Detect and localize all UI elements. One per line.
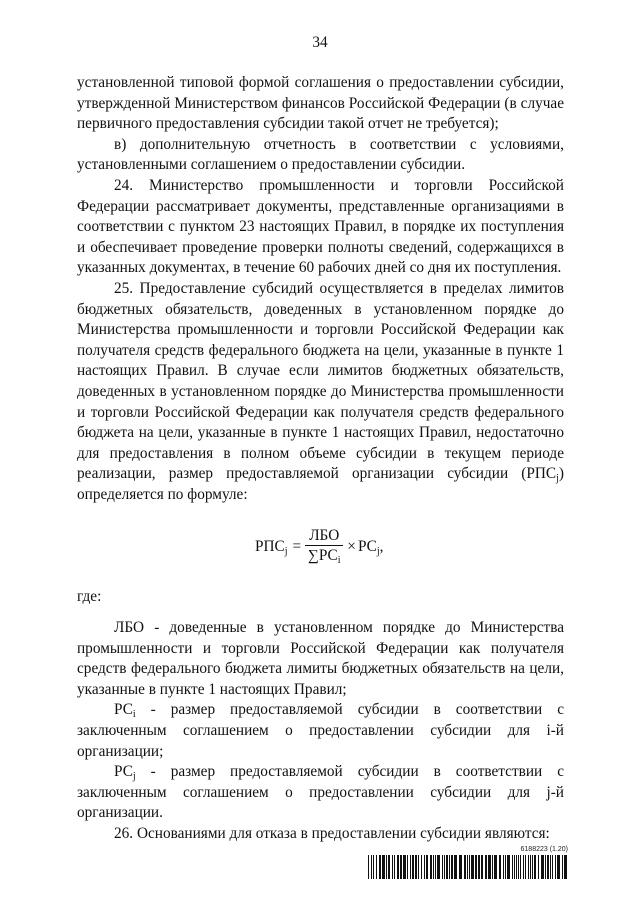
barcode-id: 6188223 (1.20)	[520, 846, 568, 853]
formula-block	[77, 505, 564, 587]
formula-equals: =	[292, 537, 302, 555]
formula	[255, 527, 383, 566]
formula-lhs: $РПС_j$	[255, 537, 288, 557]
document-barcode	[368, 846, 568, 880]
paragraph-24: 24. Министерство промышленности и торговли Российской Федерации рассматривает документы, представленные организациями в соответствии с пунктом 23 настоящих Правил, в порядке их поступления и обеспечивает проведение проверки полноты сведений, содержащихся в указанных документах, в течение 60 рабочих дней со дня их поступления.	[77, 176, 564, 277]
formula-numerator: ЛБО	[309, 527, 340, 545]
definition-rs-j: $РС_j$ - размер предоставляемой субсидии в соответствии с заключенным соглашением о предоставлении субсидии для j-й организации.	[77, 763, 564, 822]
formula-rhs: $РС_j$,	[357, 537, 384, 557]
formula-fraction	[305, 527, 343, 566]
definition-lbo: ЛБО - доведенные в установленном порядке до Министерства промышленности и торговли Российской Федерации как получателя средств федерального бюджета лимиты бюджетных обязательств на цели, указанные в пункте 1 настоящих Правил;	[77, 619, 564, 698]
where-label: где:	[77, 588, 102, 606]
page-number: 34	[312, 34, 328, 51]
formula-times: ×	[347, 537, 356, 555]
paragraph-continuation: установленной типовой формой соглашения о предоставлении субсидии, утвержденной Министерством финансов Российской Федерации (в случае первичного предоставления субсидии такой отчет не требуется);	[77, 74, 564, 133]
body-text	[77, 73, 564, 845]
formula-denominator: $\sum РС_i$	[307, 547, 341, 567]
definition-rs-i: $РС_i$ - размер предоставляемой субсидии в соответствии с заключенным соглашением о предоставлении субсидии для i-й организации;	[77, 701, 564, 760]
paragraph-item-v: в) дополнительную отчетность в соответствии с условиями, установленными соглашением о предоставлении субсидии.	[77, 135, 564, 174]
barcode-graphic	[368, 855, 568, 879]
paragraph-25-tail: ) определяется по формуле:	[77, 465, 564, 503]
paragraph-25-subscript: j	[556, 473, 559, 485]
paragraph-25-text: 25. Предоставление субсидий осуществляется в пределах лимитов бюджетных обязательств, доведенных в установленном порядке до Министерства промышленности и торговли Российской Федерации как получателя средств федерального бюджета на цели, указанные в пункте 1 настоящих Правил. В случае если лимитов бюджетных обязательств, доведенных в установленном порядке до Министерства промышленности и торговли Российской Федерации как получателя средств федерального бюджета на цели, указанные в пункте 1 настоящих Правил, недостаточно для предоставления в полном объеме субсидии в текущем периоде реализации, размер предоставляемой организации субсидии (РПС	[77, 279, 564, 483]
paragraph-25	[77, 279, 564, 506]
paragraph-26: 26. Основаниями для отказа в предоставлении субсидии являются:	[114, 825, 550, 842]
